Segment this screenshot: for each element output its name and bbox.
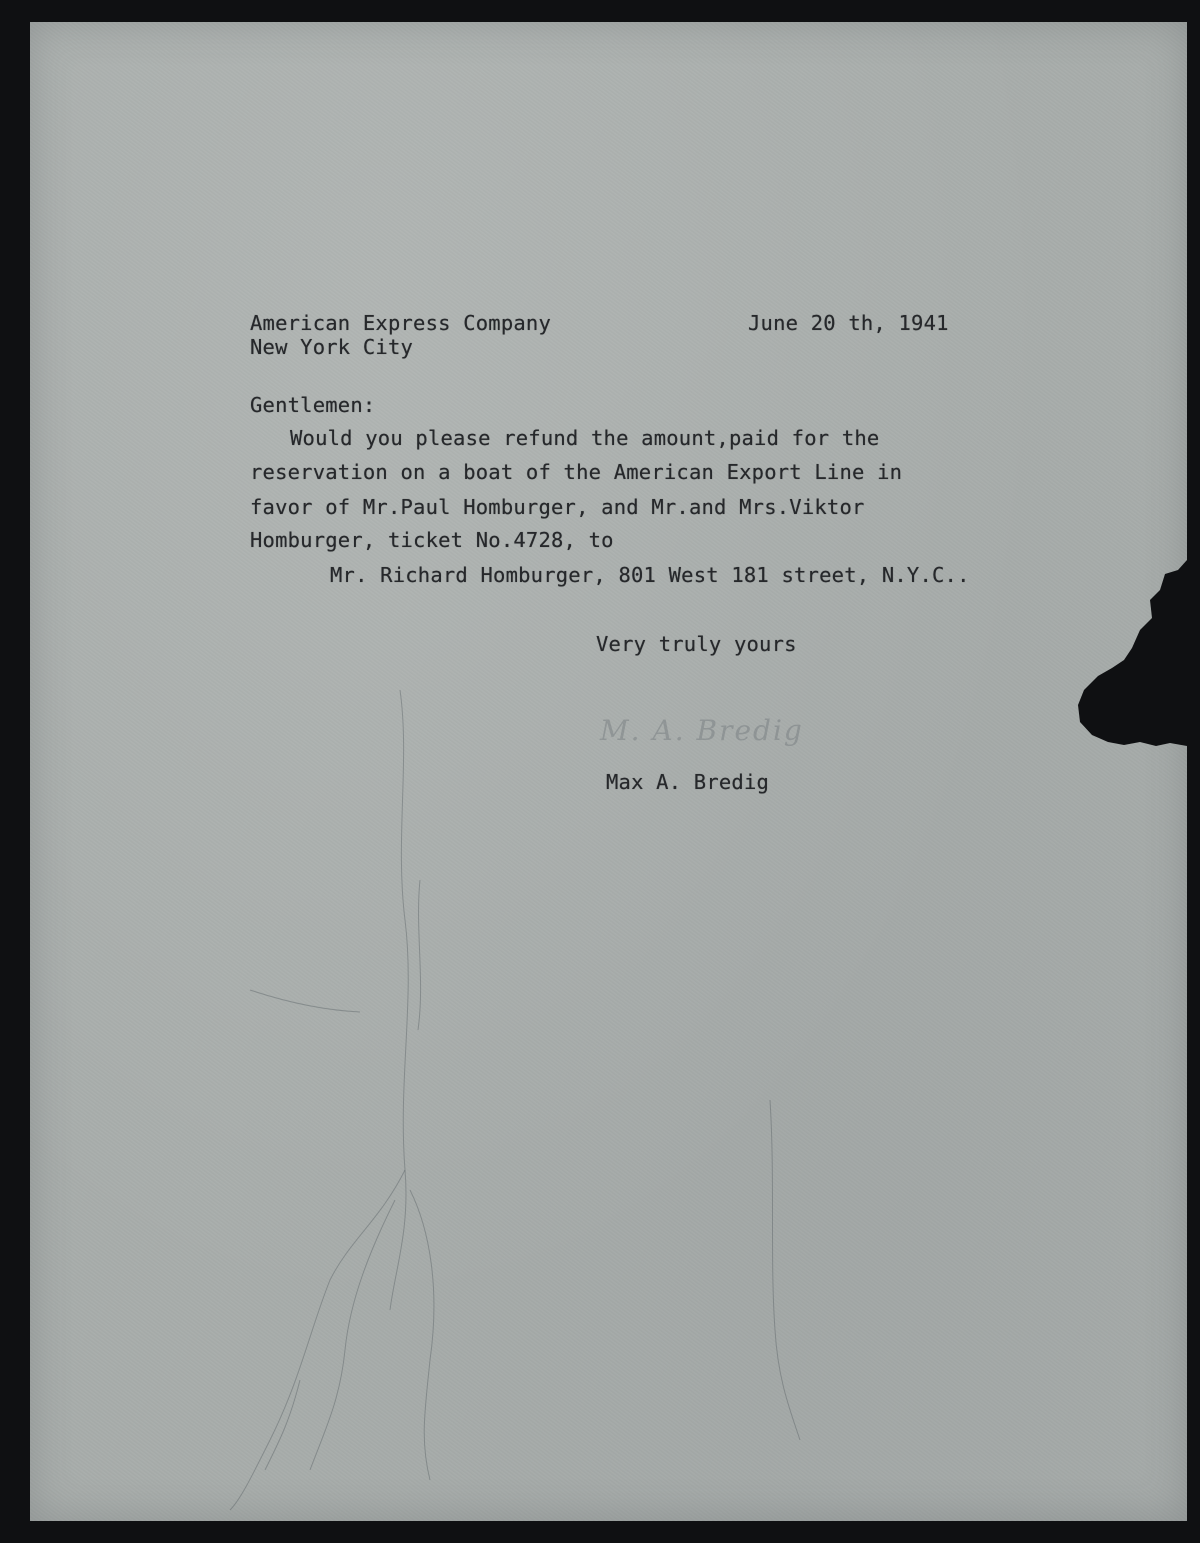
- torn-hole: [1078, 560, 1187, 746]
- body-line-3: favor of Mr.Paul Homburger, and Mr.and Mrs.Viktor: [250, 495, 865, 519]
- recipient-name: American Express Company: [250, 311, 552, 335]
- body-line-1: Would you please refund the amount,paid for the: [290, 426, 880, 450]
- letter-date: June 20 th, 1941: [748, 311, 949, 335]
- signatory-name: Max A. Bredig: [606, 770, 770, 794]
- closing: Very truly yours: [596, 632, 797, 656]
- pencil-marks: [230, 690, 800, 1510]
- body-line-4: Homburger, ticket No.4728, to: [250, 528, 614, 552]
- body-line-2: reservation on a boat of the American Export Line in: [250, 460, 903, 484]
- handwritten-signature: M. A. Bredig: [600, 714, 804, 747]
- recipient-city: New York City: [250, 335, 414, 359]
- body-line-5: Mr. Richard Homburger, 801 West 181 street, N.Y.C..: [330, 563, 970, 587]
- salutation: Gentlemen:: [250, 393, 376, 417]
